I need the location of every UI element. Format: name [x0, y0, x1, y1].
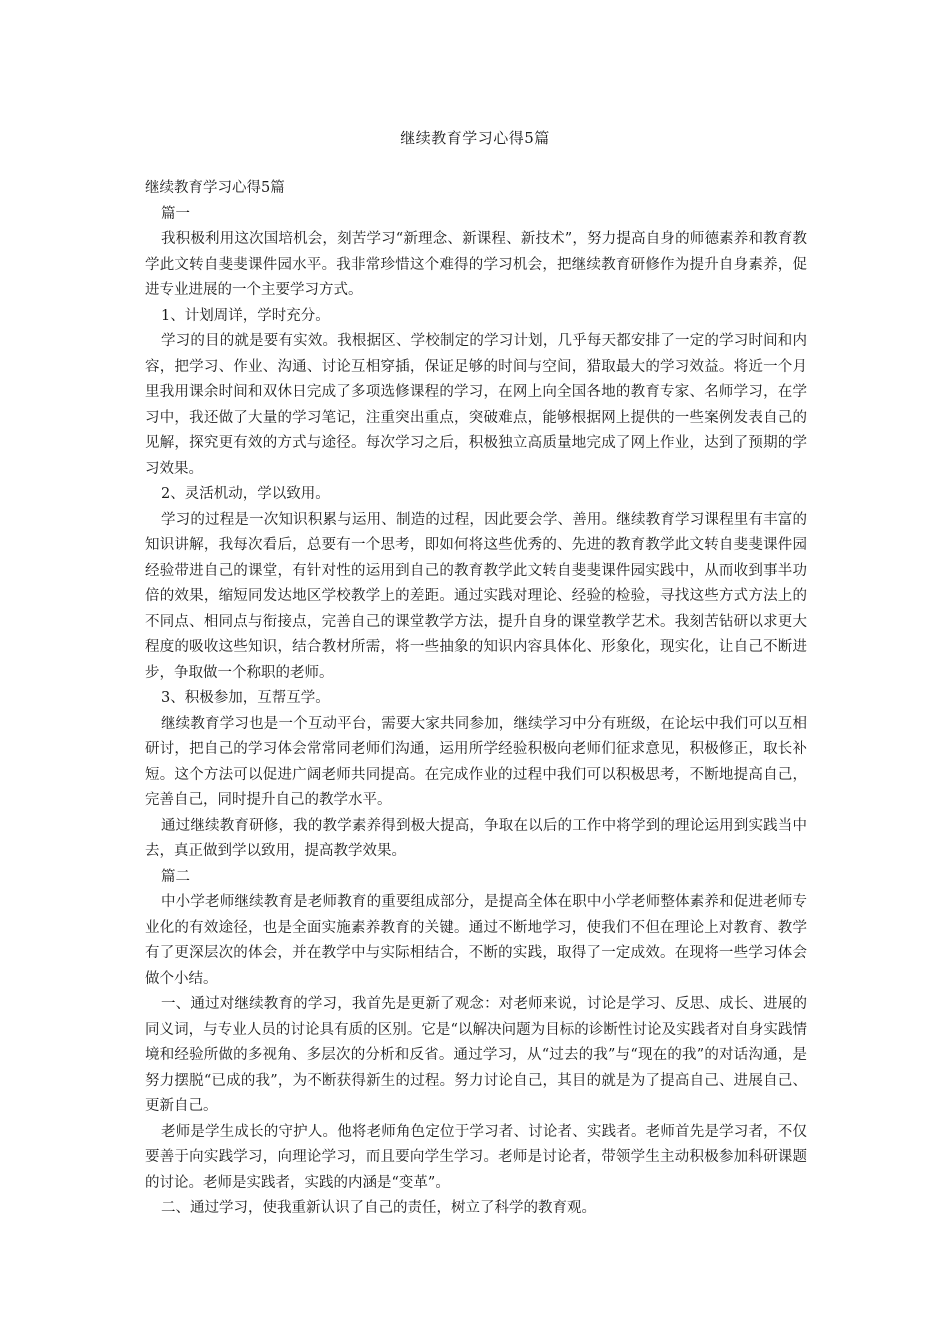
paragraph: 我积极利用这次国培机会，刻苦学习“新理念、新课程、新技术”，努力提高自身的师德素养和教育教学此文转自斐斐课件园水平。我非常珍惜这个难得的学习机会，把继续教育研修作为提升自身素养，促进专业进展的一个主要学习方式。 [145, 231, 807, 298]
subheading: 3、积极参加，互帮互学。 [161, 690, 330, 706]
paragraph: 中小学老师继续教育是老师教育的重要组成部分，是提高全体在职中小学老师整体素养和促进老师专业化的有效途径，也是全面实施素养教育的关键。通过不断地学习，使我们不但在理论上对教育、教学有了更深层次的体会，并在教学中与实际相结合，不断的实践，取得了一定成效。在现将一些学习体会做个小结。 [145, 894, 807, 987]
section-label-1: 篇一 [161, 205, 190, 222]
section-label-2: 篇二 [161, 868, 190, 885]
paragraph: 通过继续教育研修，我的教学素养得到极大提高，争取在以后的工作中将学到的理论运用到实践当中去，真正做到学以致用，提高教学效果。 [145, 817, 807, 859]
paragraph: 继续教育学习也是一个互动平台，需要大家共同参加，继续学习中分有班级，在论坛中我们可以互相研讨，把自己的学习体会常常同老师们沟通，运用所学经验积极向老师们征求意见，积极修正，取长补短。这个方法可以促进广阔老师共同提高。在完成作业的过程中我们可以积极思考，不断地提高自己，完善自己，同时提升自己的教学水平。 [145, 715, 807, 808]
document-title: 继续教育学习心得5篇 [400, 129, 550, 147]
document-body [145, 176, 807, 1222]
paragraph: 学习的过程是一次知识积累与运用、制造的过程，因此要会学、善用。继续教育学习课程里有丰富的知识讲解，我每次看后，总要有一个思考，即如何将这些优秀的、先进的教育教学此文转自斐斐课件园经验带进自己的课堂，有针对性的运用到自己的教育教学此文转自斐斐课件园实践中，从而收到事半功倍的效果，缩短同发达地区学校教学上的差距。通过实践对理论、经验的检验，寻找这些方式方法上的不同点、相同点与衔接点，完善自己的课堂教学方法，提升自身的课堂教学艺术。我刻苦钻研以求更大程度的吸收这些知识，结合教材所需，将一些抽象的知识内容具体化、形象化，现实化，让自己不断进步，争取做一个称职的老师。 [145, 511, 807, 681]
paragraph: 一、通过对继续教育的学习，我首先是更新了观念：对老师来说，讨论是学习、反思、成长、进展的同义词，与专业人员的讨论具有质的区别。它是“以解决问题为目标的诊断性讨论及实践者对自身实践情境和经验所做的多视角、多层次的分析和反省。通过学习，从“过去的我”与“现在的我”的对话沟通，是努力摆脱“已成的我”，为不断获得新生的过程。努力讨论自己，其目的就是为了提高自己、进展自己、更新自己。 [145, 996, 807, 1114]
paragraph: 学习的目的就是要有实效。我根据区、学校制定的学习计划，几乎每天都安排了一定的学习时间和内容，把学习、作业、沟通、讨论互相穿插，保证足够的时间与空间，猎取最大的学习效益。将近一个月里我用课余时间和双休日完成了多项选修课程的学习，在网上向全国各地的教育专家、名师学习，在学习中，我还做了大量的学习笔记，注重突出重点，突破难点，能够根据网上提供的一些案例发表自己的见解，探究更有效的方式与途径。每次学习之后，积极独立高质量地完成了网上作业，达到了预期的学习效果。 [145, 333, 807, 477]
paragraph: 二、通过学习，使我重新认识了自己的责任，树立了科学的教育观。 [161, 1200, 596, 1216]
subheading: 2、灵活机动，学以致用。 [161, 486, 330, 502]
document-heading: 继续教育学习心得5篇 [145, 180, 285, 196]
subheading: 1、计划周详，学时充分。 [161, 307, 330, 324]
paragraph: 老师是学生成长的守护人。他将老师角色定位于学习者、讨论者、实践者。老师首先是学习者，不仅要善于向实践学习，向理论学习，而且要向学生学习。老师是讨论者，带领学生主动积极参加科研课题的讨论。老师是实践者，实践的内涵是“变革”。 [145, 1123, 807, 1191]
